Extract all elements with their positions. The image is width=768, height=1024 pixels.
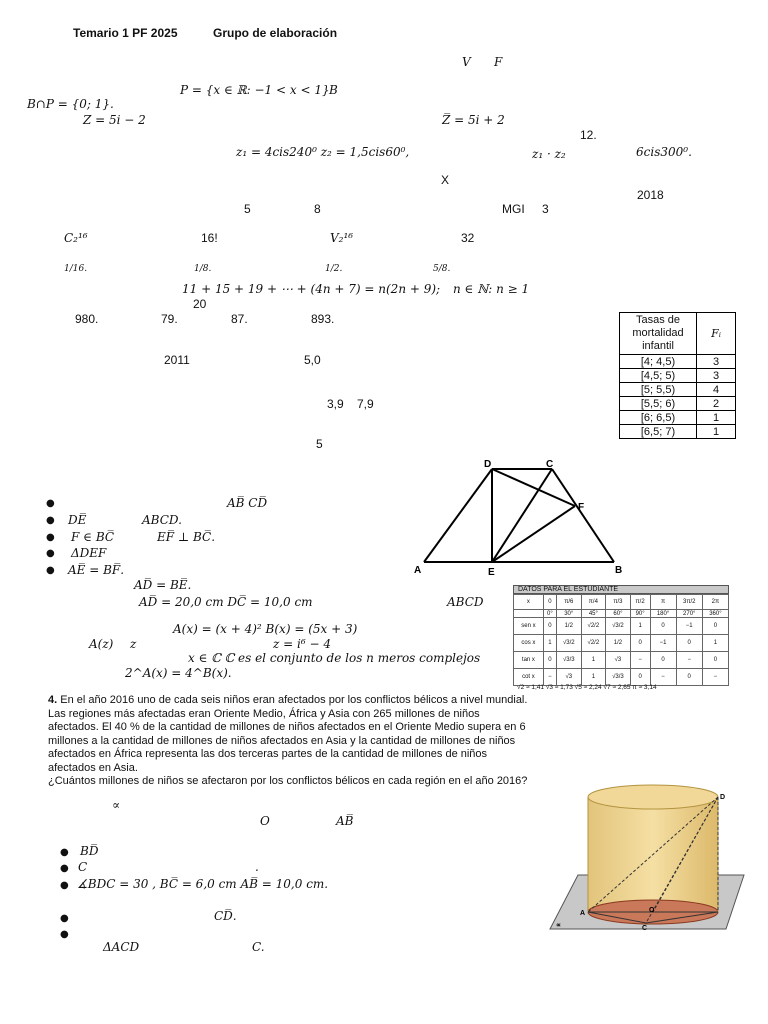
ae-eq-bf: AE̅ = BF̅. [68,563,125,577]
triangle-acd: ΔACD [103,940,140,954]
table-row [514,669,729,686]
table-row [620,411,736,425]
class-cell: [5,5; 6) [620,397,697,411]
class-cell: [4; 4,5) [620,355,697,369]
num-20: 20 [193,297,207,311]
problem-line: Las regiones más afectadas eran Oriente Medio, África y Asia con 265 millones de niños [48,707,480,720]
value-cell: √2/2 [581,635,606,652]
degree-cell: 30° [556,610,581,618]
center-o-label: O [649,907,655,914]
problem-line: En el año 2016 uno de cada seis niños eran afectados por los conflictos bélicos a nivel mundial. [60,694,528,706]
point-f: F [578,502,585,513]
fi-cell: 1 [697,425,736,439]
cylinder-top [588,785,718,809]
value-cell: −1 [676,618,702,635]
angle-cell: 3π/2 [676,595,702,610]
value-cell: − [543,669,556,686]
degree-cell: 90° [630,610,650,618]
problem-line: millones a la cantidad de millones de niños afectados en Asia y la cantidad de millones de niños [48,734,516,747]
option-980: 980. [75,312,99,326]
fraction-1-8: 1/8. [194,264,212,274]
ef-perp-bc: EF̅ ⊥ BC̅. [157,530,216,544]
exam-group: Grupo de elaboración [213,26,338,40]
problem-4 [48,694,548,789]
intersection: B∩P = {0; 1}. [27,97,114,111]
bullet-dot: ● [46,498,55,509]
table-row [514,595,729,610]
fi-header: Fᵢ [697,313,736,355]
degree-cell: 270° [676,610,702,618]
degree-cell: 180° [650,610,676,618]
segment-de-label: DE̅ [68,513,87,527]
value-cell: −1 [650,635,676,652]
vertex-c: C [546,459,554,470]
func-cell: sen x [514,618,544,635]
bullet-dot: ● [60,863,69,874]
bullet-dot: ● [60,913,69,924]
polynomials-ab: A(x) = (x + 4)² B(x) = (5x + 3) [173,622,358,636]
table-row [514,618,729,635]
factorial: 16! [201,231,218,245]
f-in-bc: F ∈ BC̅ [71,530,115,544]
mgi-label: MGI [502,202,525,216]
class-cell: [6,5; 7) [620,425,697,439]
num-3: 3 [542,202,549,216]
angle-cell: π/2 [630,595,650,610]
value-cell: 0 [650,652,676,669]
combination: C₂¹⁶ [64,231,88,245]
abcd-label-2: ABCD [447,595,484,609]
point-c-label: C [642,925,648,932]
z1-times-z2: z₁ · z₂ [532,147,566,161]
value-cell: √3 [606,652,631,669]
value-cell: 0 [543,618,556,635]
ad-dc-lengths: AD̅ = 20,0 cm DC̅ = 10,0 cm [139,595,313,609]
point-c: C [78,860,88,874]
func-cell: cot x [514,669,544,686]
vertex-b: B [615,565,623,576]
bullet-dot: ● [46,532,55,543]
series-sum: 11 + 15 + 19 + ⋯ + (4n + 7) = n(2n + 9); [182,282,441,296]
table-row [620,383,736,397]
class-header [620,313,697,355]
fi-cell: 3 [697,369,736,383]
value-cell: 0 [650,618,676,635]
fraction-5-8: 5/8. [433,264,451,274]
value-cell: √3/2 [556,635,581,652]
segment-df [492,469,575,506]
table-row [620,425,736,439]
angle-cell: 2π [702,595,728,610]
year-2018: 2018 [637,188,664,202]
alpha-label: ∝ [556,922,562,929]
problem-line: afectados. El 40 % de la cantidad de millones de niños afectados en el Oriente Medio supera en 6 [48,721,526,733]
value-cell: 0 [630,635,650,652]
degree-cell [514,610,544,618]
class-cell: [5; 5,5) [620,383,697,397]
value-cell: 0 [676,669,702,686]
fi-cell: 3 [697,355,736,369]
table-row [514,652,729,669]
class-header-text: Tasas de mortalidad infantil [632,314,684,352]
exponential-equation: 2^A(x) = 4^B(x). [125,666,232,680]
z-definition: z = i⁶ − 4 [273,637,331,651]
angle-cell: x [514,595,544,610]
diameter-ab: AB̅ [336,814,354,828]
problem-number: 4. [48,694,58,706]
num-8: 8 [314,202,321,216]
value-cell: 1 [581,669,606,686]
vertex-a-label: A [580,910,586,917]
z-conjugate: Z̅ = 5i + 2 [442,113,505,127]
z1-z2: z₁ = 4cis240⁰ z₂ = 1,5cis60⁰, [236,145,410,159]
bullet-dot: ● [46,565,55,576]
option-893: 893. [311,312,335,326]
cylinder-figure [548,775,748,935]
v-label: V [462,55,471,69]
value-cell: 1 [543,635,556,652]
value-cell: 0 [702,652,728,669]
year-2011: 2011 [164,353,190,367]
frequency-table [619,312,736,439]
value-5-0: 5,0 [304,353,321,367]
ad-eq-be: AD̅ = BE̅. [134,578,192,592]
degree-cell: 45° [581,610,606,618]
triangle-def: ΔDEF [71,546,107,560]
fi-cell: 4 [697,383,736,397]
point-e: E [488,567,495,578]
set-b-label: B [329,83,338,97]
problem-line: afectados en África representa las dos terceras partes de la cantidad de millones de niños [48,748,488,760]
polynomial-az: A(z) [89,637,114,651]
value-cell: √3/2 [606,618,631,635]
angle-cell: π [650,595,676,610]
func-cell: cos x [514,635,544,652]
value-cell: 0 [702,618,728,635]
table-row [620,397,736,411]
bullet-dot: ● [46,515,55,526]
z-value: Z = 5i − 2 [83,113,146,127]
segments-ab-cd: AB̅ CD̅ [227,496,268,510]
bullet-dot: ● [60,847,69,858]
bullet-dot: ● [46,548,55,559]
x-mark: X [441,173,450,187]
value-cell: √3/3 [606,669,631,686]
option-87: 87. [231,312,248,326]
side-ad [424,469,492,562]
fi-cell: 2 [697,397,736,411]
abcd-label: ABCD. [142,513,182,527]
value-cell: 1 [581,652,606,669]
series-domain: n ∈ ℕ: n ≥ 1 [453,282,530,296]
table-row [620,355,736,369]
degree-cell: 0° [543,610,556,618]
center-o: O [260,814,270,828]
exam-title: Temario 1 PF 2025 [73,26,178,40]
fi-cell: 1 [697,411,736,425]
f-label: F [494,55,503,69]
angle-cell: 0 [543,595,556,610]
value-cell: √3 [556,669,581,686]
table-row [514,610,729,618]
angle-and-lengths: ∡BDC = 30 , BC̅ = 6,0 cm AB̅ = 10,0 cm. [77,877,329,891]
problem-question: ¿Cuántos millones de niños se afectaron por los conflictos bélicos en cada región en el año 2016? [48,775,528,787]
alpha-symbol: ∝ [112,798,121,812]
bullet-dot: ● [60,880,69,891]
set-p: P = {x ∈ ℝ: −1 < x < 1} [180,83,330,97]
fraction-1-2: 1/2. [325,264,343,274]
variation: V₂¹⁶ [330,231,354,245]
cis-result: 6cis300⁰. [636,145,692,159]
value-7-9: 7,9 [357,397,374,411]
vertex-d: D [484,459,492,470]
segment-ef [492,506,575,562]
class-cell: [6; 6,5) [620,411,697,425]
table-row [514,635,729,652]
num-32: 32 [461,231,475,245]
option-79: 79. [161,312,178,326]
table-row [620,369,736,383]
variable-z: z [130,637,137,651]
angle-cell: π/6 [556,595,581,610]
value-cell: 1 [630,618,650,635]
trapezoid-figure [412,456,632,580]
value-cell: √2/2 [581,618,606,635]
value-cell: 0 [630,669,650,686]
degree-cell: 360° [702,610,728,618]
bullet-dot: ● [60,929,69,940]
value-cell: 1/2 [556,618,581,635]
complex-domain: x ∈ ℂ ℂ es el conjunto de los n meros complejos [188,651,481,665]
angle-cell: π/3 [606,595,631,610]
value-3-9: 3,9 [327,397,344,411]
fraction-1-16: 1/16. [64,264,88,274]
value-cell: − [676,652,702,669]
value-cell: − [650,669,676,686]
number-12: 12. [580,128,597,142]
problem-line: afectados en Asia. [48,761,138,774]
angle-cell: π/4 [581,595,606,610]
vertex-d-label: D [720,794,726,801]
trig-grid [513,594,729,686]
num-5: 5 [244,202,251,216]
segment-bd: BD̅ [80,844,99,858]
vertex-a: A [414,565,422,576]
value-cell: 0 [543,652,556,669]
class-cell: [4,5; 5) [620,369,697,383]
value-cell: 1 [702,635,728,652]
point-c-end: C. [252,940,265,954]
value-cell: √3/3 [556,652,581,669]
num-5-b: 5 [316,437,323,451]
func-cell: tan x [514,652,544,669]
trig-data-table [513,585,729,695]
trig-title: DATOS PARA EL ESTUDIANTE [513,585,729,594]
degree-cell: 60° [606,610,631,618]
trig-approximations: √2 ≈ 1,41 √3 ≈ 1,73 √5 ≈ 2,24 √7 ≈ 2,65 π ≈ 3,14 [517,684,657,691]
value-cell: 0 [676,635,702,652]
period-mark: . [255,860,259,874]
value-cell: 1/2 [606,635,631,652]
value-cell: − [702,669,728,686]
value-cell: − [630,652,650,669]
segment-cd: CD̅. [214,909,237,923]
